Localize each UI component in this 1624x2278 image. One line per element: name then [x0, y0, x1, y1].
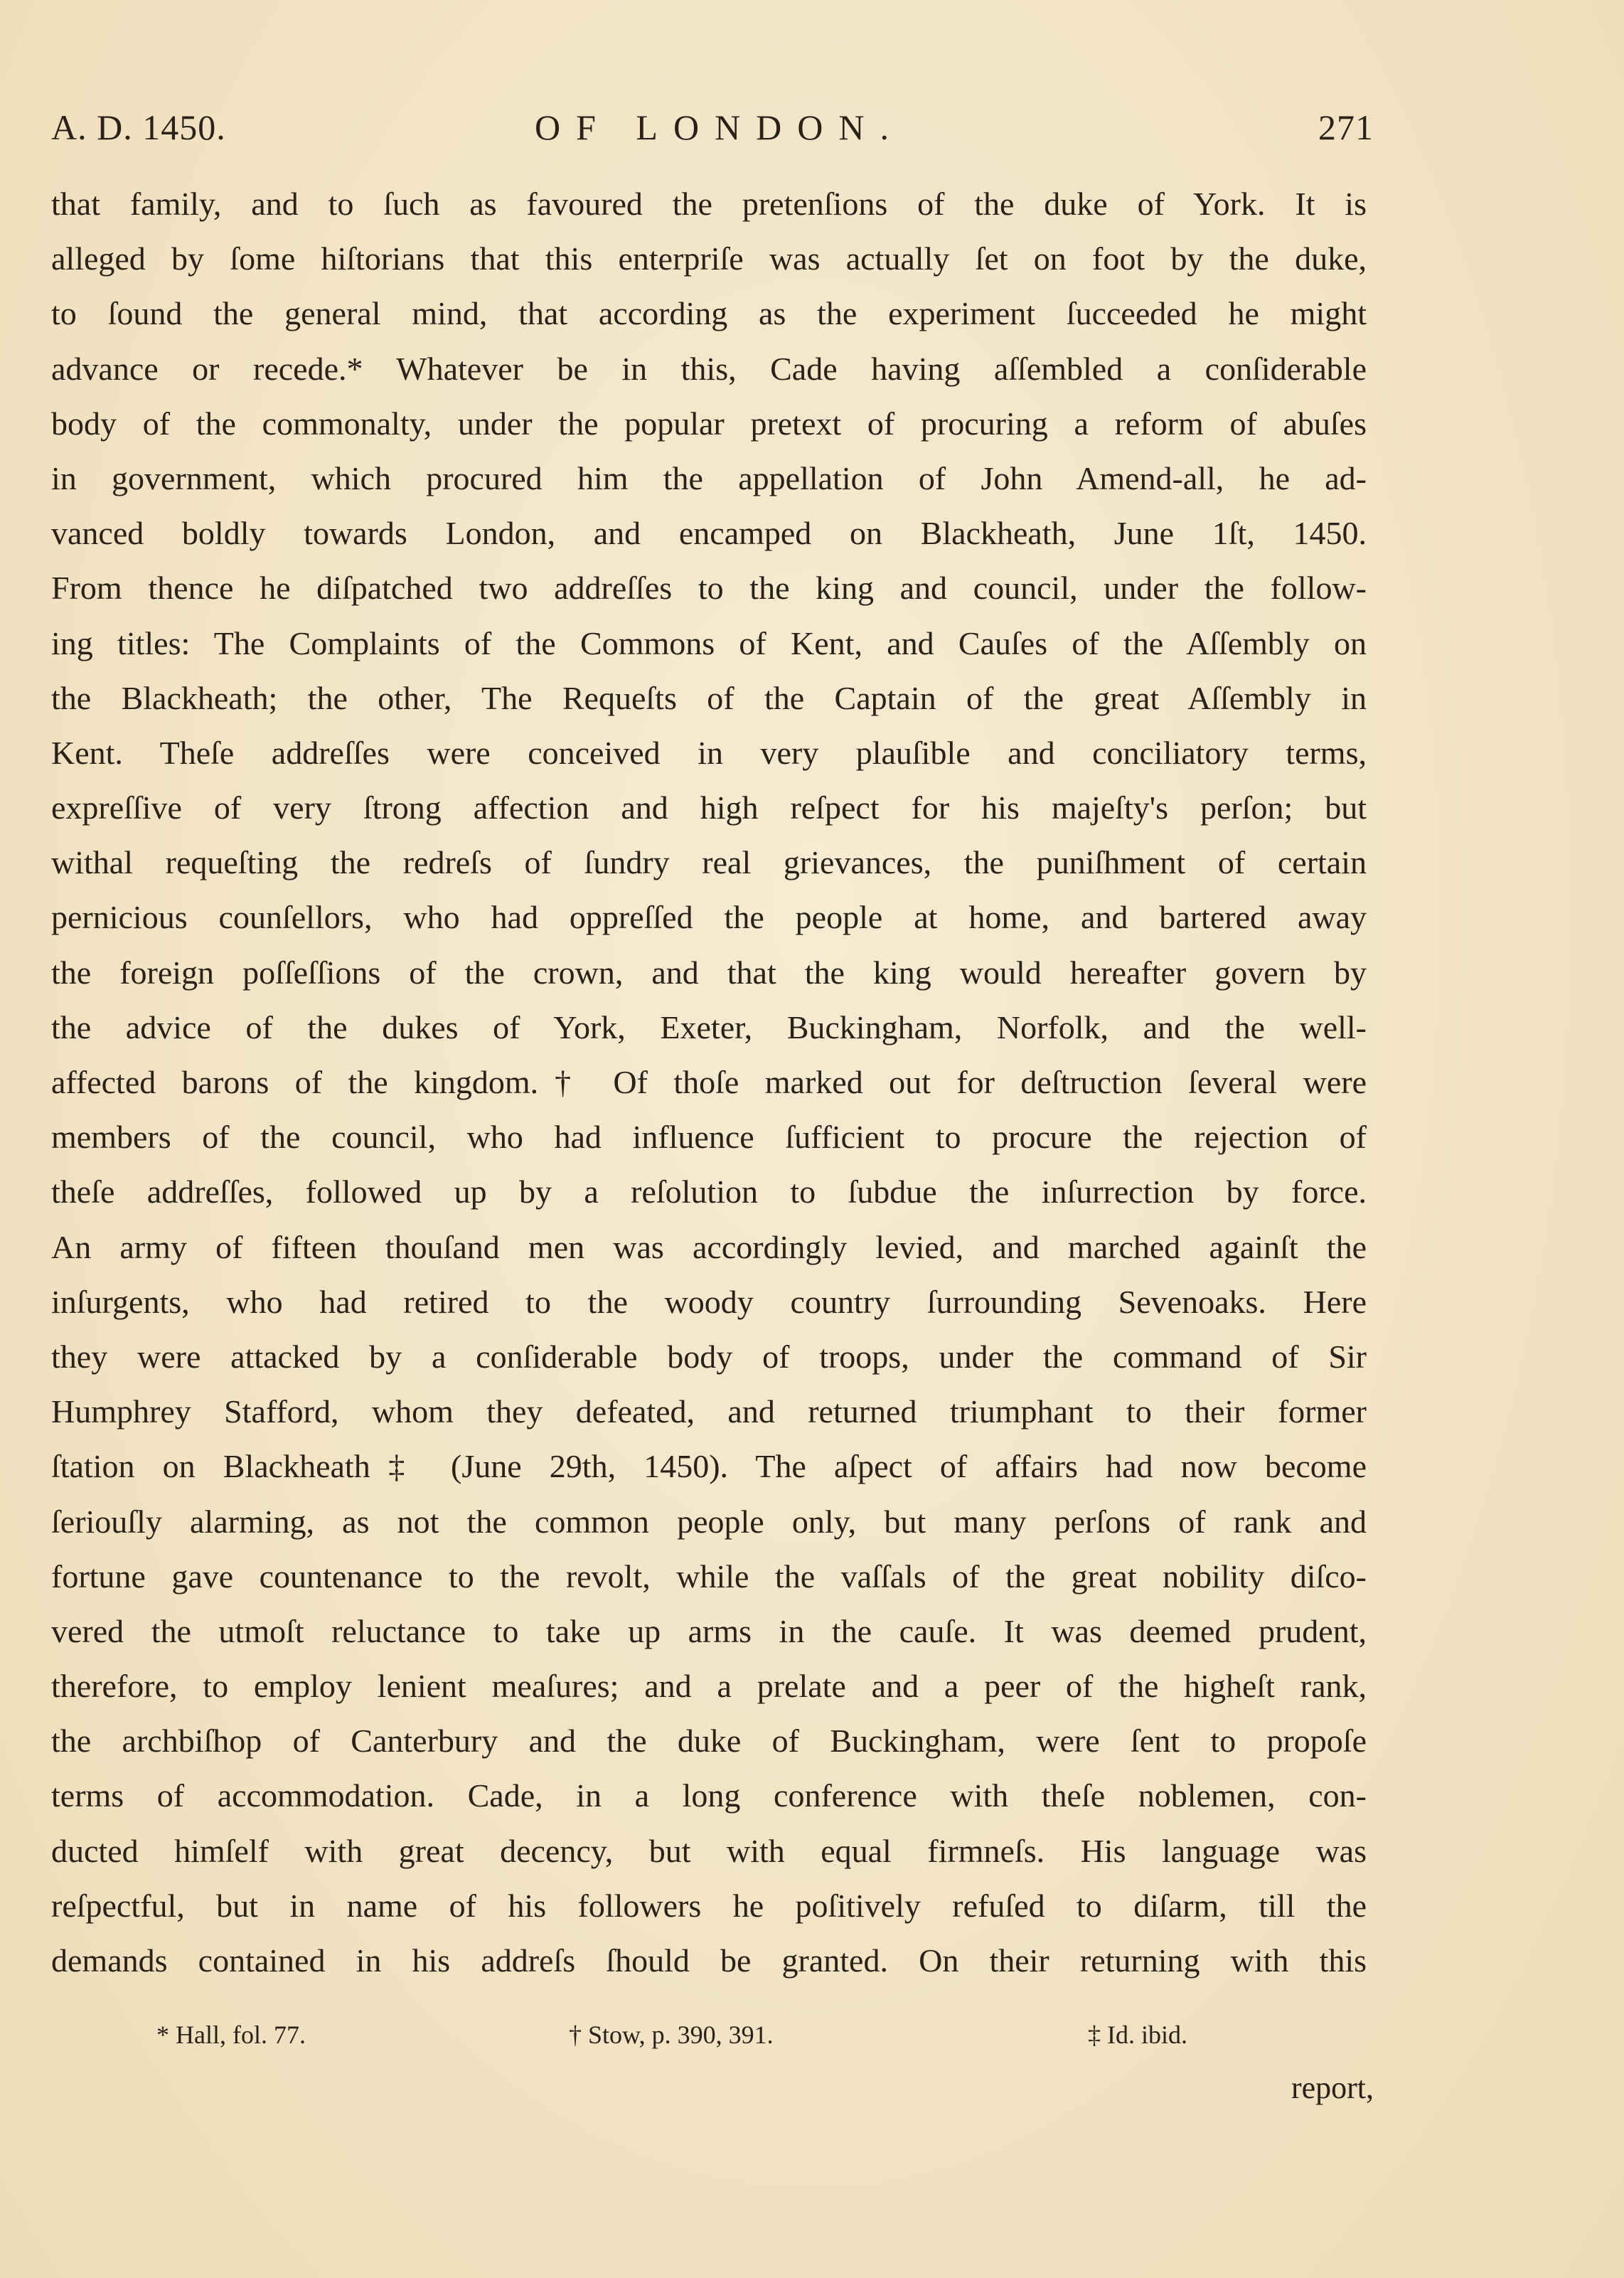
text-line: reſpectful, but in name of his followers he poſitively refuſed to diſarm, till the [51, 1887, 1367, 1924]
text-line: ſeriouſly alarming, as not the common people only, but many perſons of rank and [51, 1503, 1367, 1540]
footnote-hall: * Hall, fol. 77. [156, 2021, 306, 2049]
catchword: report, [1291, 2070, 1374, 2105]
text-line: Humphrey Stafford, whom they defeated, and returned triumphant to their former [51, 1393, 1367, 1430]
text-line: withal requeſting the redreſs of ſundry real grievances, the puniſhment of certain [51, 844, 1367, 881]
page-number: 271 [1318, 107, 1374, 147]
text-line: ducted himſelf with great decency, but with equal firmneſs. His language was [51, 1832, 1367, 1869]
text-line: vered the utmoſt reluctance to take up arms in the cauſe. It was deemed prudent, [51, 1612, 1367, 1649]
text-line: An army of fifteen thouſand men was accordingly levied, and marched againſt the [51, 1228, 1367, 1265]
text-line: body of the commonalty, under the popular pretext of procuring a reform of abuſes [51, 405, 1367, 442]
footnote-ibid: ‡ Id. ibid. [1088, 2021, 1187, 2049]
text-line: expreſſive of very ſtrong affection and high reſpect for his majeſty's perſon; but [51, 789, 1367, 826]
text-line: pernicious counſellors, who had oppreſſed the people at home, and bartered away [51, 899, 1367, 936]
text-line: the archbiſhop of Canterbury and the duke of Buckingham, were ſent to propoſe [51, 1723, 1367, 1760]
text-line: From thence he diſpatched two addreſſes to the king and council, under the follow- [51, 570, 1367, 607]
footnote-stow: † Stow, p. 390, 391. [569, 2021, 774, 2049]
text-line: ing titles: The Complaints of the Commons of Kent, and Cauſes of the Aſſembly on [51, 624, 1367, 661]
header-year: A. D. 1450. [51, 107, 226, 147]
text-line: advance or recede.* Whatever be in this, Cade having aſſembled a conſiderable [51, 350, 1367, 387]
text-line: the foreign poſſeſſions of the crown, and that the king would hereafter govern by [51, 954, 1367, 991]
text-line: ſtation on Blackheath‡ (June 29th, 1450). The aſpect of affairs had now become [51, 1448, 1367, 1485]
text-line: they were attacked by a conſiderable body of troops, under the command of Sir [51, 1338, 1367, 1375]
text-line: that family, and to ſuch as favoured the pretenſions of the duke of York. It is [51, 186, 1367, 222]
text-line: alleged by ſome hiſtorians that this enterpriſe was actually ſet on foot by the duke, [51, 240, 1367, 277]
text-line: terms of accommodation. Cade, in a long conference with theſe noblemen, con- [51, 1777, 1367, 1814]
text-line: affected barons of the kingdom.† Of thoſe marked out for deſtruction ſeveral were [51, 1064, 1367, 1100]
text-line: in government, which procured him the appellation of John Amend-all, he ad- [51, 459, 1367, 496]
footnotes [156, 2020, 1223, 2063]
header-title: OF LONDON. [535, 107, 904, 147]
text-line: members of the council, who had influence ſufficient to procure the rejection of [51, 1119, 1367, 1156]
text-line: fortune gave countenance to the revolt, while the vaſſals of the great nobility diſco- [51, 1558, 1367, 1595]
running-header [51, 107, 1374, 164]
text-line: vanced boldly towards London, and encamped on Blackheath, June 1ſt, 1450. [51, 515, 1367, 552]
text-line: demands contained in his addreſs ſhould be granted. On their returning with this [51, 1942, 1367, 1979]
text-line: theſe addreſſes, followed up by a reſolution to ſubdue the inſurrection by force. [51, 1173, 1367, 1210]
body-text [51, 176, 1367, 1988]
text-line: inſurgents, who had retired to the woody country ſurrounding Sevenoaks. Here [51, 1283, 1367, 1320]
text-line: the advice of the dukes of York, Exeter, Buckingham, Norfolk, and the well- [51, 1008, 1367, 1045]
text-line: to ſound the general mind, that according as the experiment ſucceeded he might [51, 295, 1367, 332]
text-line: therefore, to employ lenient meaſures; and a prelate and a peer of the higheſt rank, [51, 1668, 1367, 1705]
text-line: the Blackheath; the other, The Requeſts of the Captain of the great Aſſembly in [51, 679, 1367, 716]
text-line: Kent. Theſe addreſſes were conceived in very plauſible and conciliatory terms, [51, 734, 1367, 771]
